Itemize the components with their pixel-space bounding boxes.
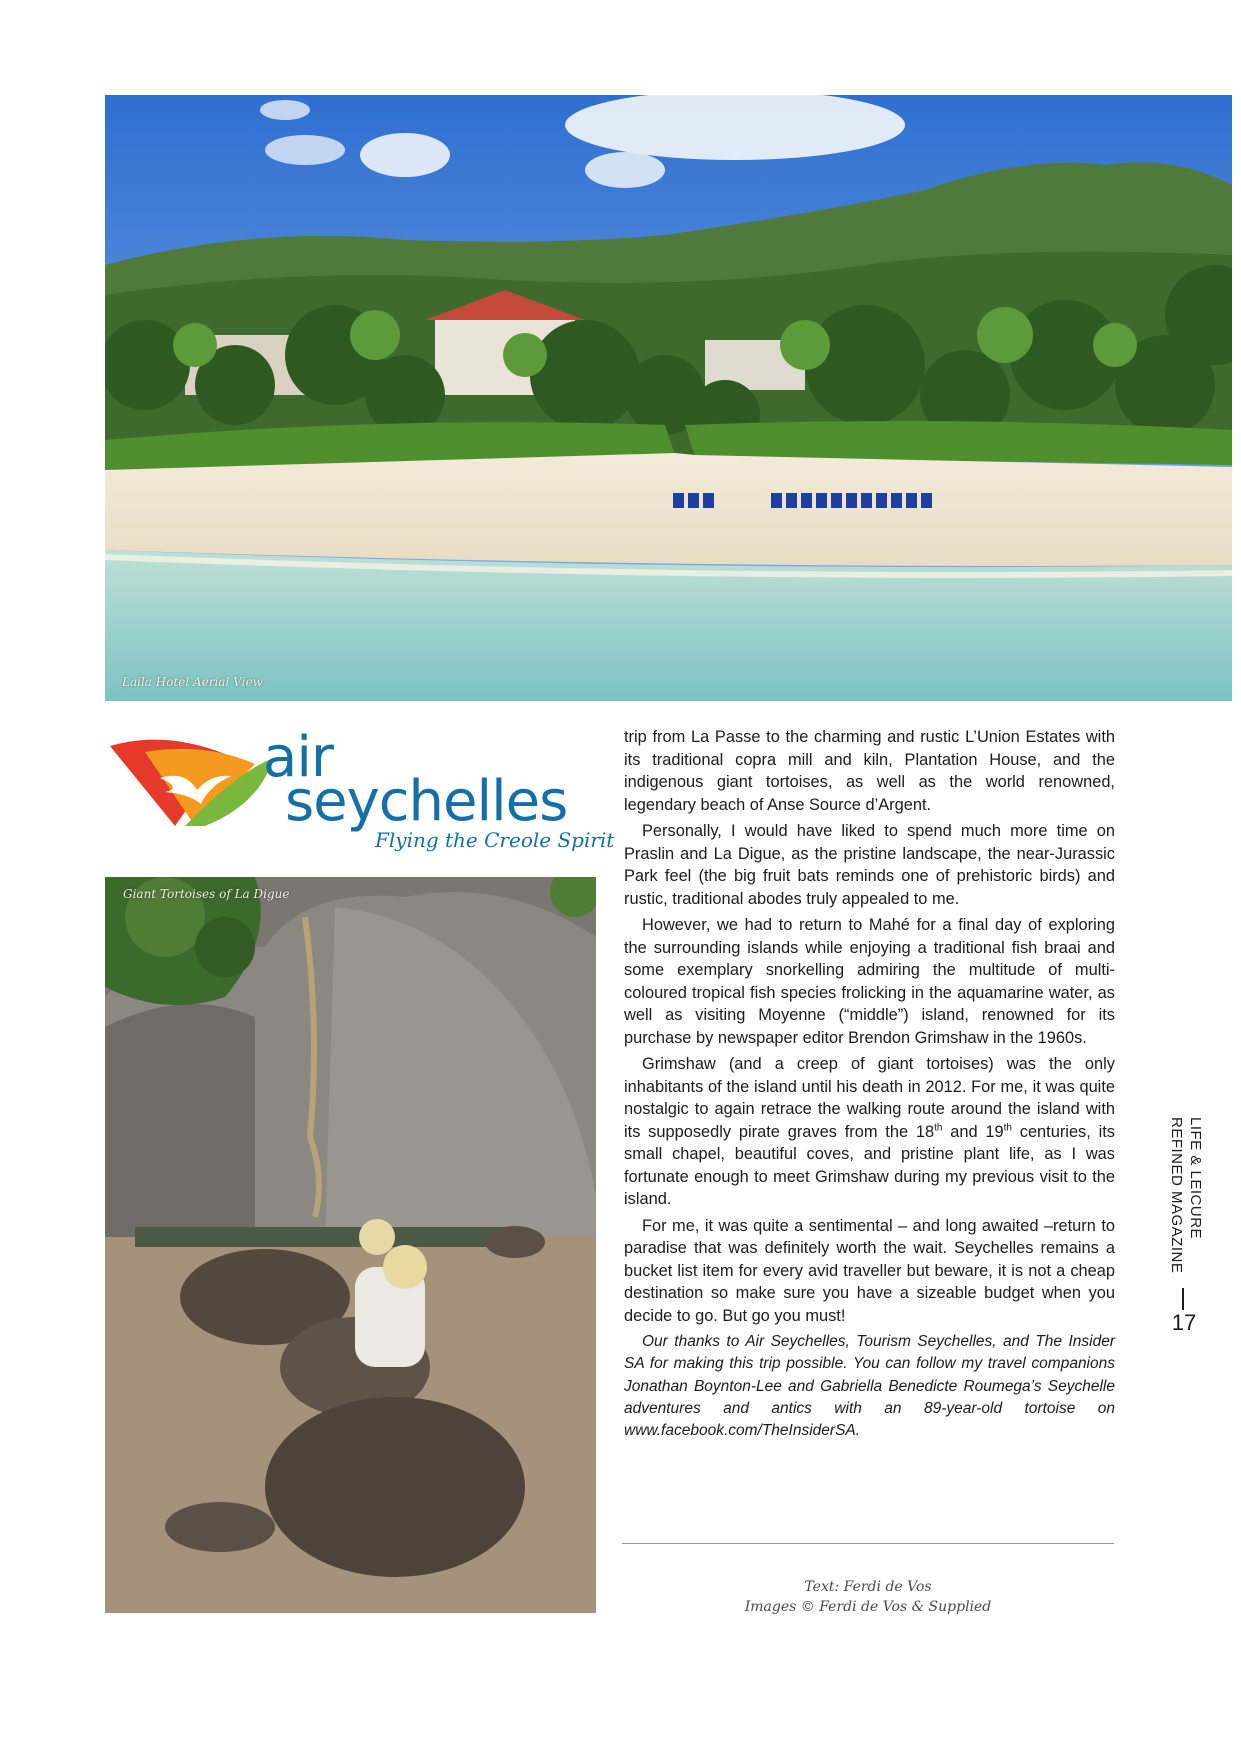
article-paragraph-1: trip from La Passe to the charming and rustic L’Union Estates with its traditional copra mill and kiln, Plantation House, and the indigenous giant tortoises, as well as the world renowned, legendary beach of Anse Source d’Argent. xyxy=(624,728,1115,814)
article-acknowledgement: Our thanks to Air Seychelles, Tourism Seychelles, and The Insider SA for making this trip possible. You can follow my travel companions Jonathan Boynton-Lee and Gabriella Benedicte Roumega’s Seychelle adventures and antics with an 89-year-old tortoise on www.facebook.com/TheInsiderSA. xyxy=(624,1333,1115,1440)
article-paragraph-4-part-1: Grimshaw (and a creep of giant tortoises) was the only inhabitants of the island until his death in 2012. For me, it was quite nostalgic to again retrace the walking route around the island with its supposedly pirate graves from the 18 xyxy=(624,1055,1115,1141)
hero-photo-caption: Laila Hotel Aerial View xyxy=(122,675,263,689)
article-paragraph-3: However, we had to return to Mahé for a final day of exploring the surrounding islands while enjoying a traditional fish braai and some exemplary snorkelling admiring the multitude of multi-coloured tropical fish species frolicking in the aquamarine water, as well as visiting Moyenne (“middle”) island, renowned for its purchase by newspaper editor Brendon Grimshaw in the 1960s. xyxy=(624,916,1115,1047)
magazine-name-line-2: REFINED MAGAZINE xyxy=(1168,1117,1185,1274)
tortoise-photo xyxy=(105,877,596,1613)
page-number: 17 xyxy=(1171,1310,1197,1335)
article-paragraph-4-part-2: and 19 xyxy=(942,1122,1004,1141)
logo-word-air: air xyxy=(263,725,333,790)
article-paragraph-2: Personally, I would have liked to spend much more time on Praslin and La Digue, as the pristine landscape, the near-Jurassic Park feel (the big fruit bats reminds one of prehistoric birds) and rustic, traditional abodes truly appealed to me. xyxy=(624,822,1115,908)
logo-tagline: Flying the Creole Spirit xyxy=(375,828,615,852)
credits-divider xyxy=(622,1543,1114,1544)
tortoise-photo-caption: Giant Tortoises of La Digue xyxy=(123,887,290,901)
air-seychelles-logo xyxy=(105,725,615,858)
page-number-divider xyxy=(1182,1288,1184,1310)
photo-credits xyxy=(622,1577,1114,1617)
ordinal-suffix: th xyxy=(1003,1122,1012,1134)
article-paragraph-5: For me, it was quite a sentimental – and long awaited –return to paradise that was definitely worth the wait. Seychelles remains a bucket list item for every avid traveller but beware, it is not a cheap destination so make sure you have a sizeable budget when you decide to go. But go you must! xyxy=(624,1216,1115,1325)
logo-word-seychelles: seychelles xyxy=(285,769,568,834)
article-paragraph-4-part-3: centuries, its small chapel, beautiful coves, and pristine plant life, as I was fortunate enough to meet Grimshaw during my previous visit to the island. xyxy=(624,1122,1115,1208)
magazine-side-label xyxy=(1163,1117,1205,1277)
tortoise-photo-illustration xyxy=(105,877,596,1613)
ordinal-suffix: th xyxy=(934,1122,943,1134)
image-credit: Images © Ferdi de Vos & Supplied xyxy=(744,1599,992,1615)
article-paragraph-4 xyxy=(624,1053,1115,1211)
article-body xyxy=(624,726,1115,1446)
hero-photo xyxy=(105,95,1232,701)
magazine-name-line-1: LIFE & LEICURE xyxy=(1187,1117,1204,1240)
text-credit: Text: Ferdi de Vos xyxy=(804,1579,932,1595)
hero-photo-illustration xyxy=(105,95,1232,701)
bird-emblem-icon xyxy=(105,734,275,830)
